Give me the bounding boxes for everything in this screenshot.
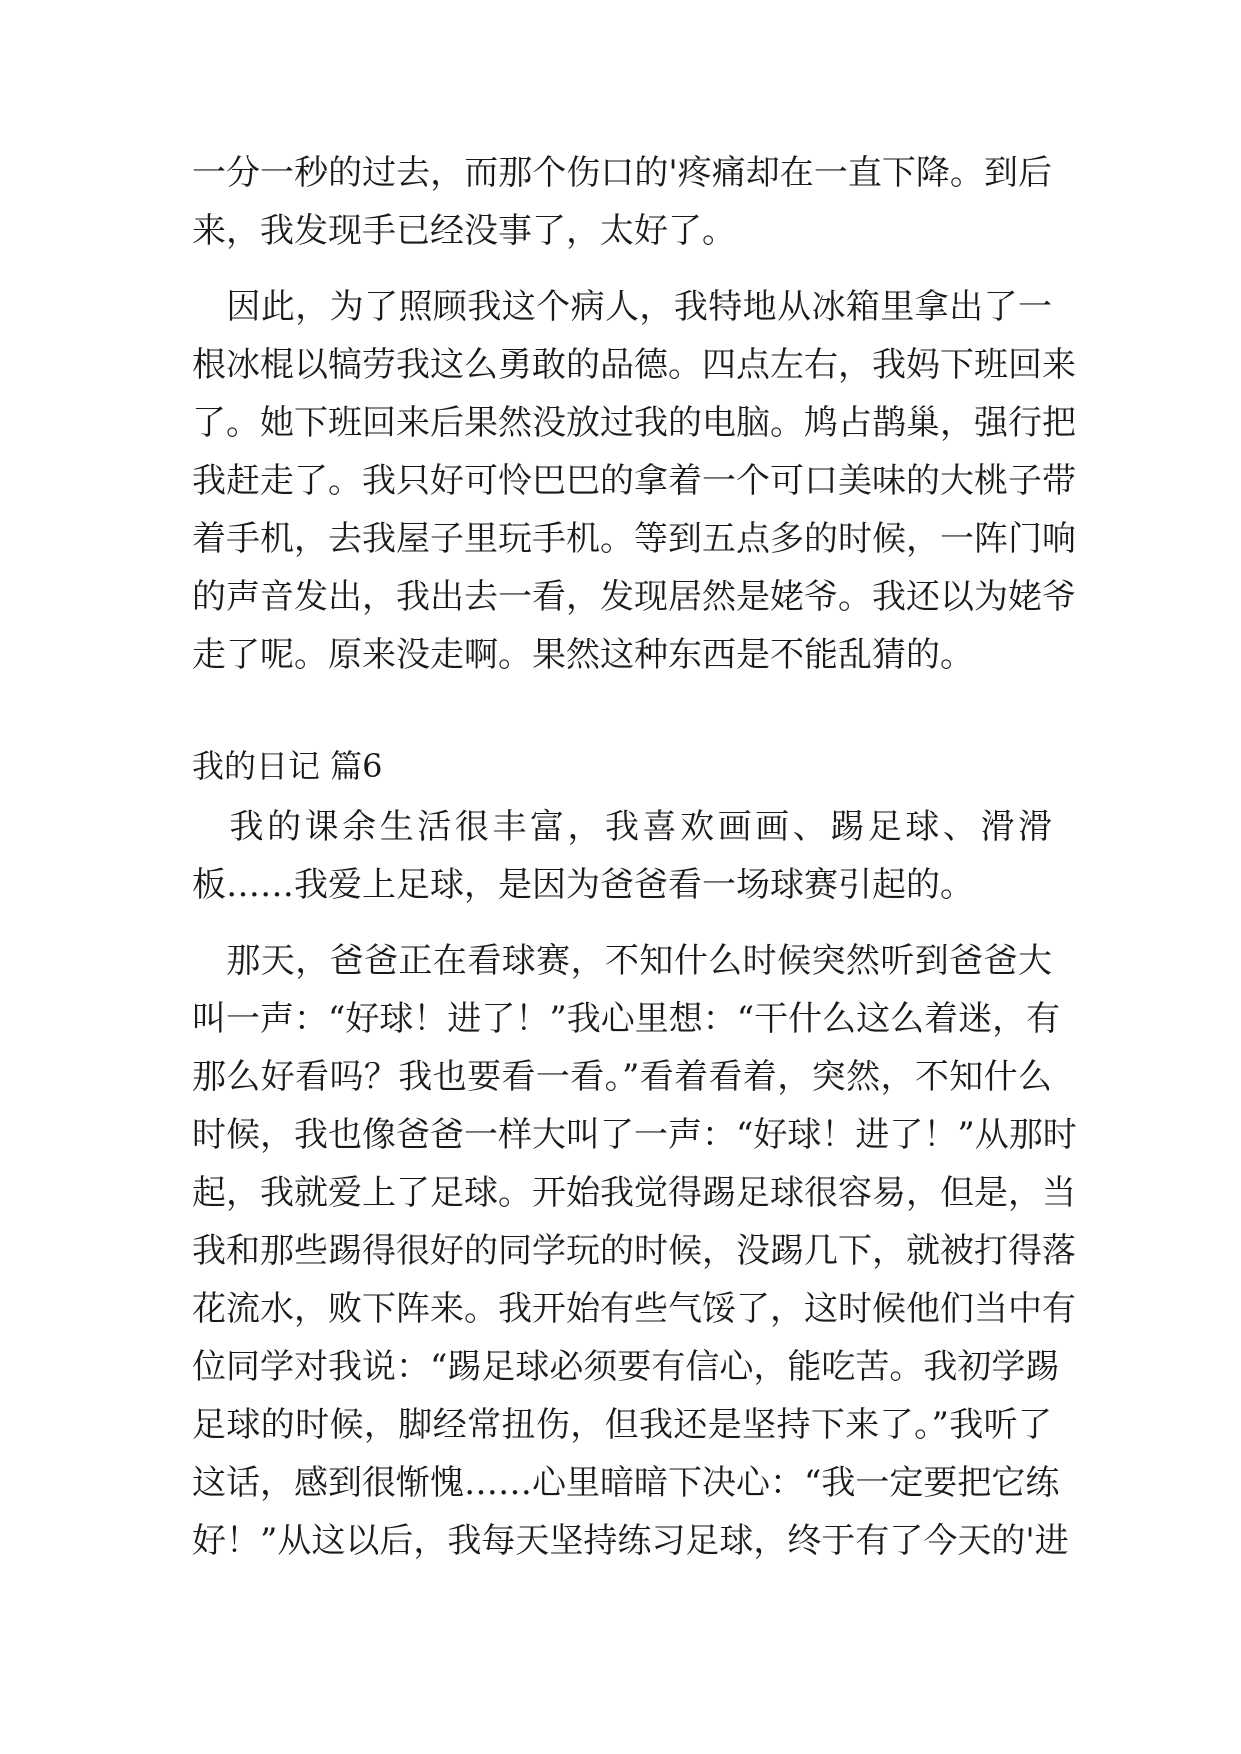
paragraph-line: 叫一声：“好球！进了！”我心里想：“干什么这么着迷，有 <box>192 999 1061 1039</box>
paragraph-line: 一分一秒的过去，而那个伤口的'疼痛却在一直下降。到后 <box>192 153 1052 193</box>
paragraph-line: 我赶走了。我只好可怜巴巴的拿着一个可口美味的大桃子带 <box>192 461 1076 501</box>
paragraph-line: 这话，感到很惭愧……心里暗暗下决心：“我一定要把它练 <box>192 1463 1060 1503</box>
paragraph-line: 因此，为了照顾我这个病人，我特地从冰箱里拿出了一 <box>192 287 1052 327</box>
paragraph-line: 起，我就爱上了足球。开始我觉得踢足球很容易，但是，当 <box>192 1173 1076 1213</box>
paragraph-line: 着手机，去我屋子里玩手机。等到五点多的时候，一阵门响 <box>192 519 1076 559</box>
paragraph-line: 走了呢。原来没走啊。果然这种东西是不能乱猜的。 <box>192 635 974 675</box>
paragraph-line: 那天，爸爸正在看球赛，不知什么时候突然听到爸爸大 <box>192 941 1052 981</box>
paragraph-line: 了。她下班回来后果然没放过我的电脑。鸠占鹊巢，强行把 <box>192 403 1076 443</box>
paragraph-line: 花流水，败下阵来。我开始有些气馁了，这时候他们当中有 <box>192 1289 1076 1329</box>
paragraph-line: 我和那些踢得很好的同学玩的时候，没踢几下，就被打得落 <box>192 1231 1076 1271</box>
paragraph-line: 根冰棍以犒劳我这么勇敢的品德。四点左右，我妈下班回来 <box>192 345 1076 385</box>
paragraph-line: 足球的时候，脚经常扭伤，但我还是坚持下来了。”我听了 <box>192 1405 1052 1445</box>
paragraph-line: 我的课余生活很丰富，我喜欢画画、踢足球、滑滑 <box>192 807 1052 847</box>
section-heading: 我的日记 篇6 <box>192 747 383 785</box>
paragraph-line: 那么好看吗？我也要看一看。”看着看着，突然，不知什么 <box>192 1057 1052 1097</box>
paragraph-line: 位同学对我说：“踢足球必须要有信心，能吃苦。我初学踢 <box>192 1347 1060 1387</box>
paragraph-line: 好！”从这以后，我每天坚持练习足球，终于有了今天的'进 <box>192 1521 1069 1561</box>
paragraph-line: 时候，我也像爸爸一样大叫了一声：“好球！进了！”从那时 <box>192 1115 1077 1155</box>
paragraph-line: 的声音发出，我出去一看，发现居然是姥爷。我还以为姥爷 <box>192 577 1076 617</box>
paragraph-line: 板……我爱上足球，是因为爸爸看一场球赛引起的。 <box>192 865 974 905</box>
paragraph-line: 来，我发现手已经没事了，太好了。 <box>192 211 736 251</box>
